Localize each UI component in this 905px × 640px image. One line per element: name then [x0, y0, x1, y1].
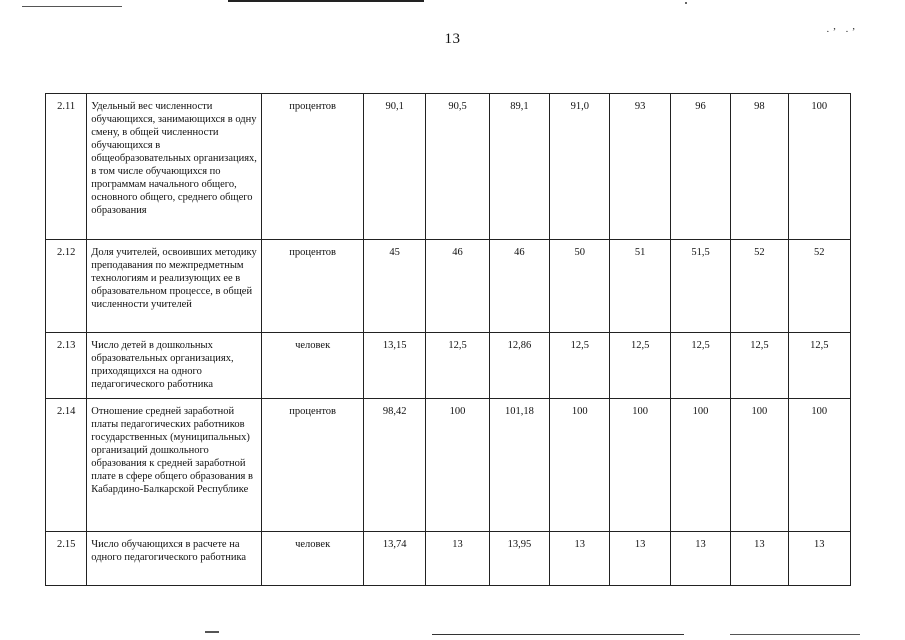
value-cell: 45 — [363, 240, 425, 333]
value-cell: 100 — [731, 399, 788, 532]
value-cell: 12,5 — [550, 333, 610, 399]
value-cell: 51,5 — [670, 240, 730, 333]
value-cell: 13 — [610, 532, 670, 586]
page-number: 13 — [444, 31, 461, 47]
value-cell: 13 — [788, 532, 850, 586]
value-cell: 12,5 — [788, 333, 850, 399]
value-cell: 89,1 — [489, 94, 549, 240]
value-cell: 46 — [489, 240, 549, 333]
row-number: 2.14 — [46, 399, 87, 532]
value-cell: 100 — [670, 399, 730, 532]
unit-cell: процентов — [262, 94, 364, 240]
unit-cell: процентов — [262, 399, 364, 532]
value-cell: 12,86 — [489, 333, 549, 399]
indicators-table — [45, 93, 851, 586]
unit-cell: процентов — [262, 240, 364, 333]
value-cell: 100 — [610, 399, 670, 532]
value-cell: 13 — [426, 532, 489, 586]
scan-artifact-line — [730, 634, 860, 635]
value-cell: 12,5 — [610, 333, 670, 399]
row-number: 2.11 — [46, 94, 87, 240]
value-cell: 13,74 — [363, 532, 425, 586]
table-row — [46, 532, 851, 586]
value-cell: 13,15 — [363, 333, 425, 399]
indicator-description: Число детей в дошкольных образовательных организациях, приходящихся на одного педагогического работника — [87, 333, 262, 399]
table-row — [46, 240, 851, 333]
scan-artifact-line — [22, 6, 122, 7]
value-cell: 101,18 — [489, 399, 549, 532]
value-cell: 12,5 — [731, 333, 788, 399]
value-cell: 13 — [731, 532, 788, 586]
value-cell: 93 — [610, 94, 670, 240]
value-cell: 100 — [550, 399, 610, 532]
value-cell: 52 — [731, 240, 788, 333]
table-row — [46, 333, 851, 399]
value-cell: 96 — [670, 94, 730, 240]
indicator-description: Отношение средней заработной платы педагогических работников государственных (муниципальных) организаций дошкольного образования к средней заработной плате в сфере общего образования в Кабардино-Балкарской Республике — [87, 399, 262, 532]
table-row — [46, 94, 851, 240]
row-number: 2.13 — [46, 333, 87, 399]
value-cell: 12,5 — [426, 333, 489, 399]
value-cell: 51 — [610, 240, 670, 333]
value-cell: 100 — [426, 399, 489, 532]
scan-artifact-dot — [685, 2, 687, 4]
scan-artifact-line — [228, 0, 424, 2]
value-cell: 13,95 — [489, 532, 549, 586]
value-cell: 52 — [788, 240, 850, 333]
value-cell: 98,42 — [363, 399, 425, 532]
table-row — [46, 399, 851, 532]
value-cell: 46 — [426, 240, 489, 333]
row-number: 2.12 — [46, 240, 87, 333]
unit-cell: человек — [262, 333, 364, 399]
scan-artifact-line — [432, 634, 684, 635]
value-cell: 98 — [731, 94, 788, 240]
value-cell: 100 — [788, 399, 850, 532]
value-cell: 13 — [550, 532, 610, 586]
indicator-description: Удельный вес численности обучающихся, занимающихся в одну смену, в общей численности обучающихся в общеобразовательных организациях, в том числе обучающихся по программам начального общего, основного общего, среднего общего образования — [87, 94, 262, 240]
scan-artifact-line — [205, 631, 219, 633]
unit-cell: человек — [262, 532, 364, 586]
value-cell: 50 — [550, 240, 610, 333]
scan-artifact-marks: ·ʼ ·ʼ — [826, 26, 859, 38]
value-cell: 13 — [670, 532, 730, 586]
value-cell: 90,1 — [363, 94, 425, 240]
row-number: 2.15 — [46, 532, 87, 586]
indicator-description: Число обучающихся в расчете на одного педагогического работника — [87, 532, 262, 586]
indicator-description: Доля учителей, освоивших методику преподавания по межпредметным технологиям и реализующих ее в образовательном процессе, в общей численности учителей — [87, 240, 262, 333]
value-cell: 100 — [788, 94, 850, 240]
value-cell: 12,5 — [670, 333, 730, 399]
value-cell: 90,5 — [426, 94, 489, 240]
value-cell: 91,0 — [550, 94, 610, 240]
